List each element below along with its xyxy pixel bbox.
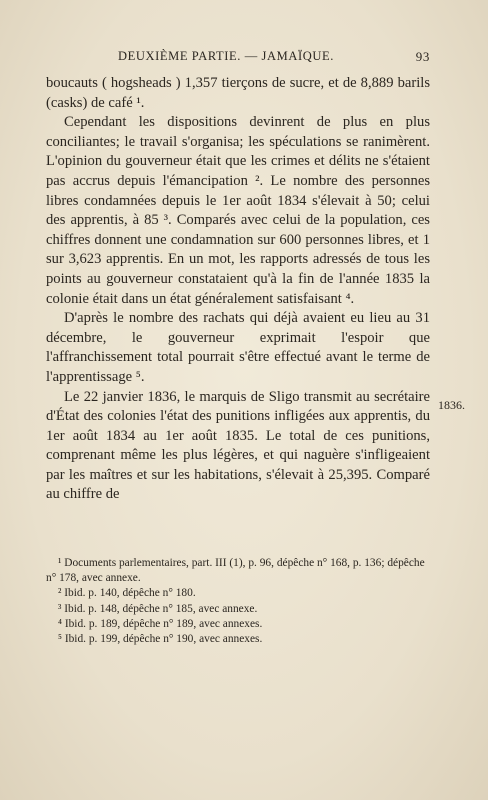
paragraph-2: Cependant les dispositions devinrent de plus en plus conciliantes; le travail s'organisa; les spéculations se ranimèrent. L'opinion du gouverneur était que les crimes et délits ne s'étaient pas accrus depuis l'émancipation ². Le nombre des personnes libres condamnées depuis le 1er août 1834 s'élevait à 50; celui des apprentis, à 85 ³. Comparés avec celui de la population, ces chiffres donnent une condamnation sur 600 personnes libres, et 1 sur 3,623 apprentis. En un mot, les rapports adressés de tous les points au gouverneur constataient qu'à la fin de l'année 1835 la colonie était dans un état généralement satisfaisant ⁴. bbox=[46, 114, 430, 307]
footnote-4: ⁴ Ibid. p. 189, dépêche n° 189, avec annexes. bbox=[58, 617, 263, 630]
footnote-1: ¹ Documents parlementaires, part. III (1), p. 96, dépêche n° 168, p. 136; dépêche n° 178, avec annexe. bbox=[46, 557, 425, 585]
footnotes bbox=[46, 556, 430, 647]
footnote-3: ³ Ibid. p. 148, dépêche n° 185, avec annexe. bbox=[58, 602, 258, 615]
paragraph-3: D'après le nombre des rachats qui déjà avaient eu lieu au 31 décembre, le gouverneur exprimait l'espoir que l'affranchissement total pourrait s'être effectué avant le terme de l'apprentissage ⁵. bbox=[46, 310, 430, 385]
footnote-2: ² Ibid. p. 140, dépêche n° 180. bbox=[58, 587, 196, 600]
margin-year-note: 1836. bbox=[438, 398, 465, 412]
page-number: 93 bbox=[415, 49, 430, 64]
running-header bbox=[46, 49, 430, 67]
paragraph-1: boucauts ( hogsheads ) 1,357 tierçons de sucre, et de 8,889 barils (casks) de café ¹. bbox=[46, 75, 430, 111]
paragraph-4: Le 22 janvier 1836, le marquis de Sligo transmit au secrétaire d'État des colonies l'état des punitions infligées aux apprentis, du 1er août 1834 au 1er août 1835. Le total de ces punitions, comprenant même les plus légères, et qui naguère s'infligeaient par les maîtres et sur les habitations, s'élevait à 25,395. Comparé au chiffre de bbox=[46, 388, 430, 503]
running-title: DEUXIÈME PARTIE. — JAMAÏQUE. bbox=[118, 49, 334, 63]
footnote-5: ⁵ Ibid. p. 199, dépêche n° 190, avec annexes. bbox=[58, 633, 263, 646]
body-text bbox=[46, 74, 430, 505]
